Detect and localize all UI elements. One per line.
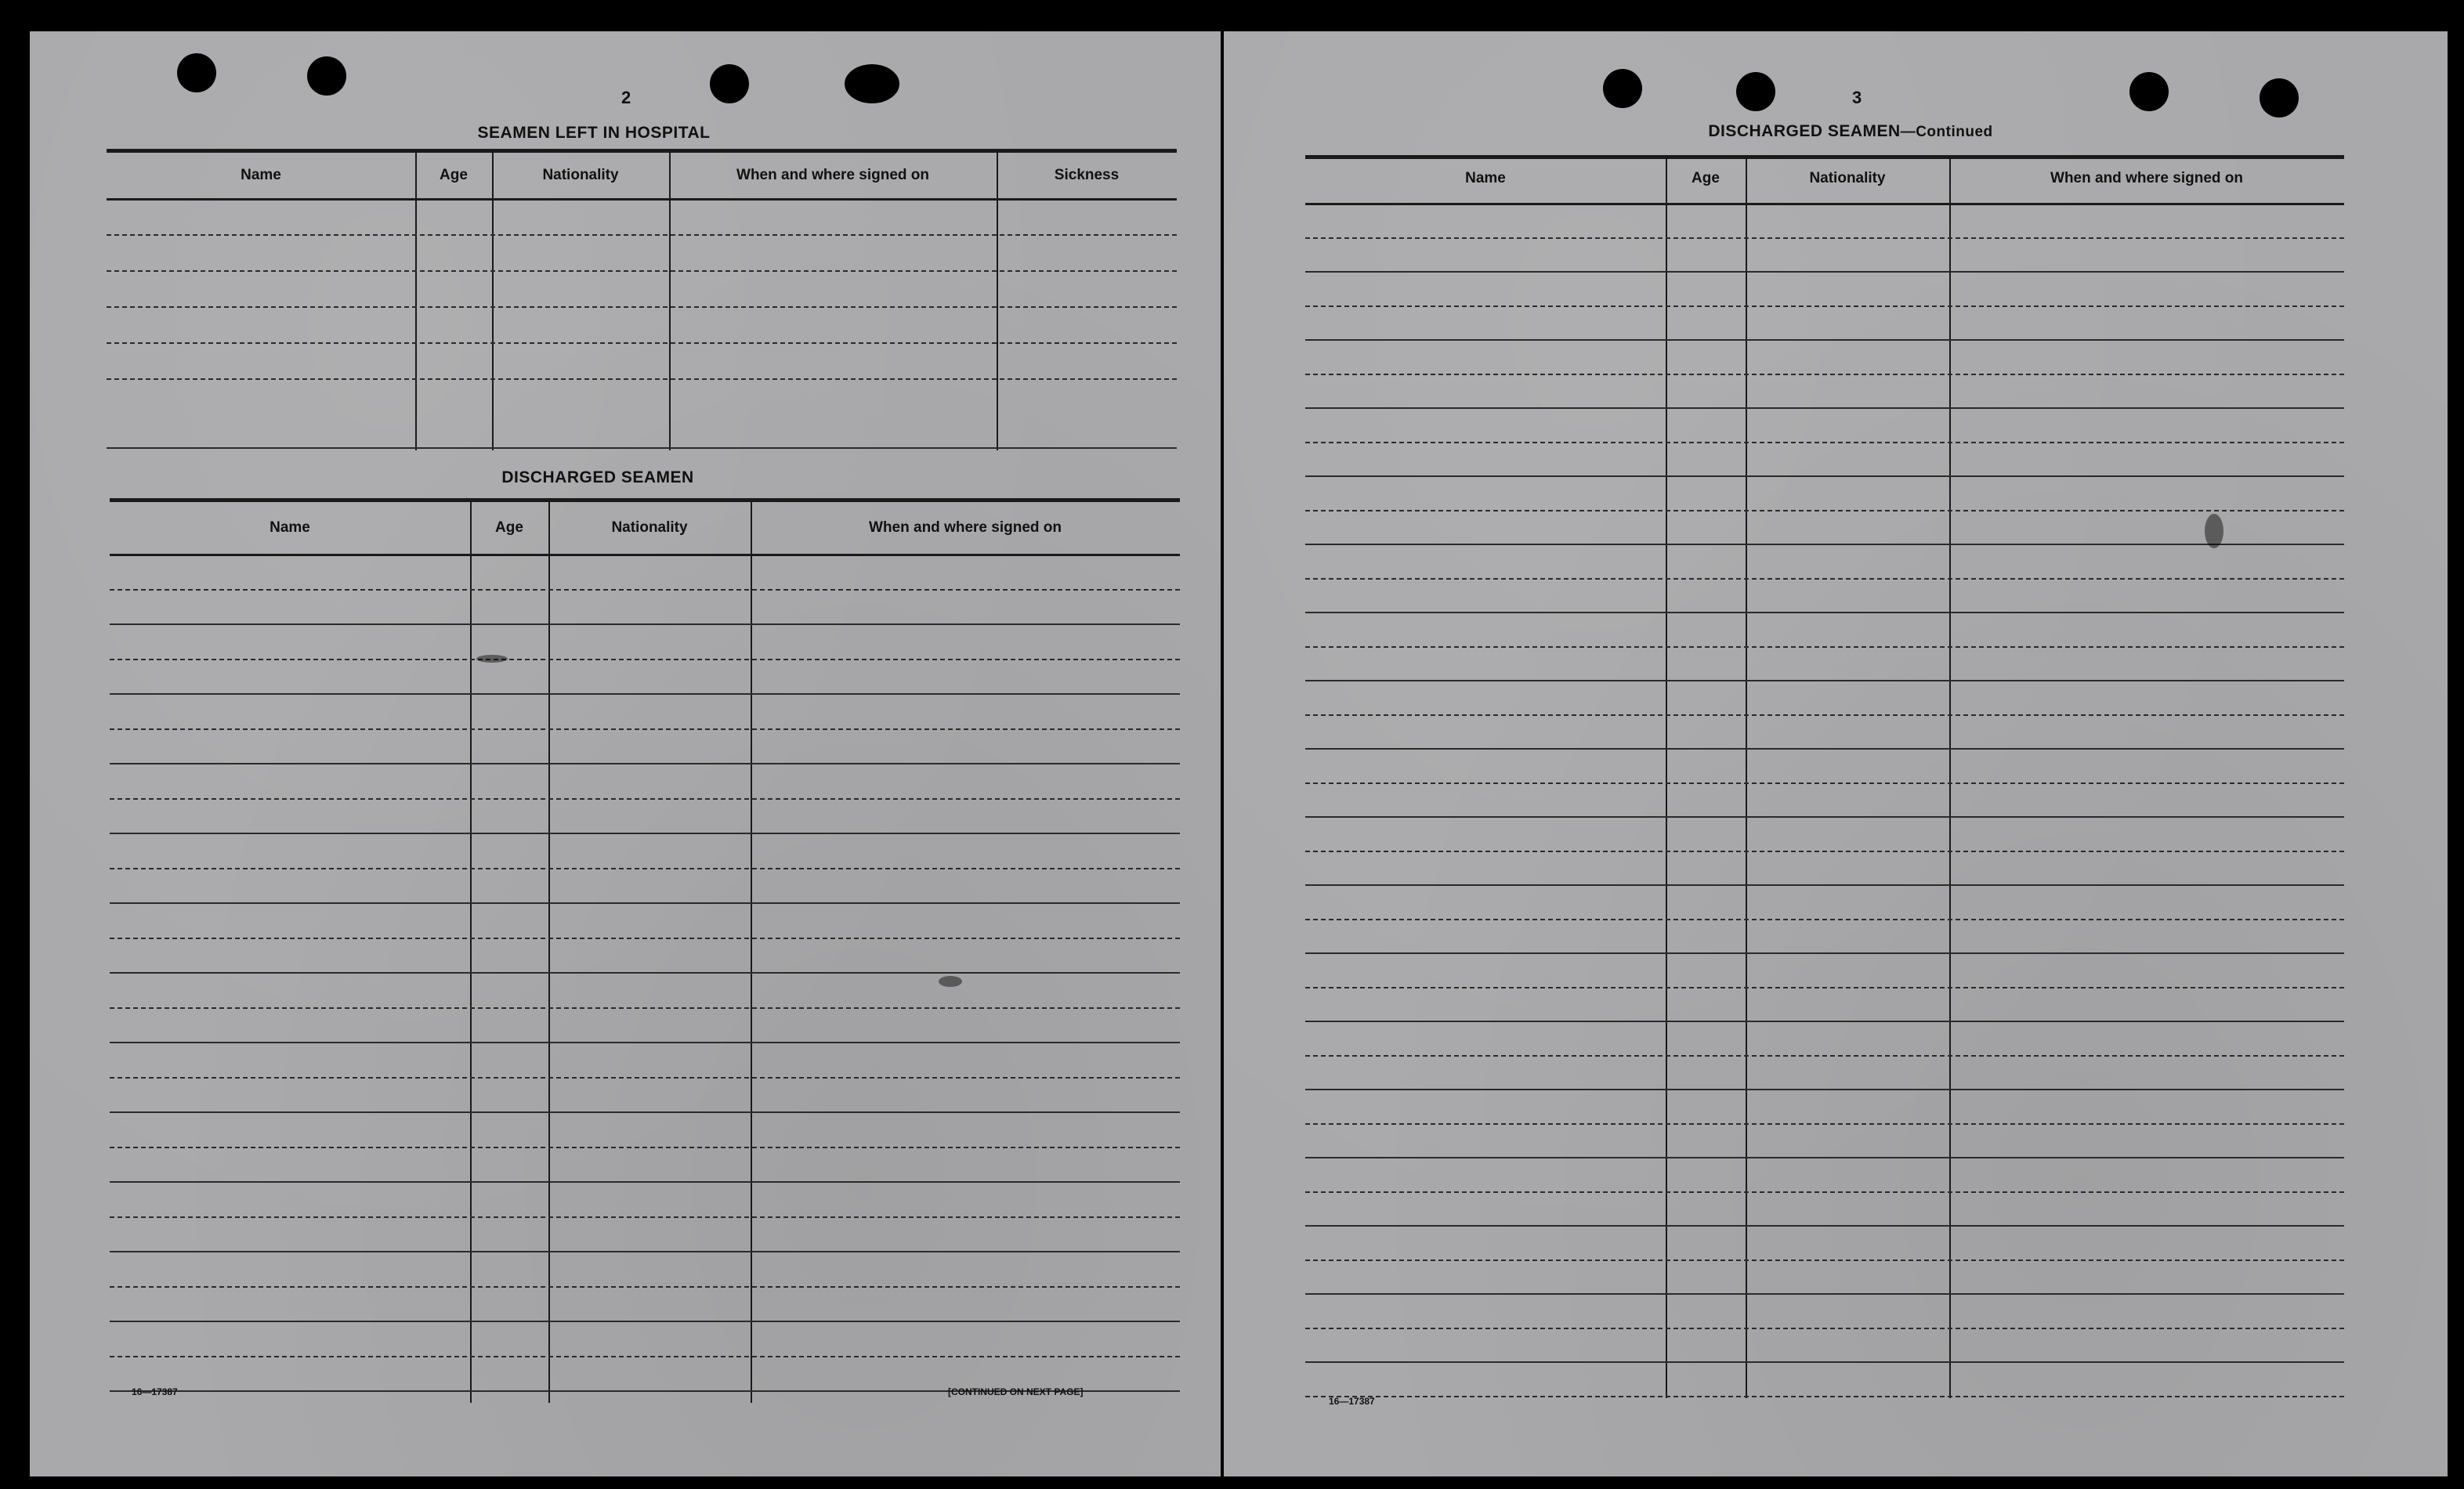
row-rule [110, 623, 1180, 625]
row-rule [110, 972, 1180, 974]
column-header-age: Age [1692, 170, 1720, 186]
row-rule [110, 1111, 1180, 1113]
punch-hole [710, 64, 749, 103]
column-header-nationality: Nationality [1809, 170, 1886, 186]
row-rule [1305, 680, 2344, 681]
column-header-name: Name [1465, 170, 1506, 186]
page-number: 2 [621, 88, 631, 107]
row-rule [1305, 1157, 2344, 1158]
row-rule [110, 1251, 1180, 1252]
page-number: 3 [1852, 88, 1862, 107]
column-header-signed-on: When and where signed on [869, 519, 1062, 536]
row-rule [1305, 1260, 2344, 1261]
row-rule [110, 1321, 1180, 1322]
row-rule [110, 1286, 1180, 1288]
punch-hole [2260, 78, 2299, 117]
row-rule [1305, 884, 2344, 886]
row-rule [1305, 339, 2344, 341]
row-rule [110, 728, 1180, 730]
row-rule [1305, 1021, 2344, 1022]
section-title-discharged: DISCHARGED SEAMEN [501, 468, 694, 486]
row-rule [1305, 407, 2344, 409]
discharged-table [110, 498, 1180, 1403]
row-rule [110, 868, 1180, 869]
left-page [30, 31, 1221, 1476]
punch-hole [177, 53, 216, 92]
row-rule [110, 659, 1180, 660]
discharged-table-continued [1305, 155, 2344, 1398]
row-rule [110, 1042, 1180, 1043]
row-rule [1305, 851, 2344, 852]
row-rule [110, 1216, 1180, 1218]
row-rule [110, 693, 1180, 695]
row-rule [1305, 1055, 2344, 1057]
row-rule [1305, 987, 2344, 988]
row-rule [1305, 510, 2344, 511]
row-rule [1305, 544, 2344, 545]
row-rule [110, 798, 1180, 800]
row-rule [1305, 952, 2344, 954]
form-number: 16—17387 [1329, 1396, 1375, 1407]
row-rule [1305, 305, 2344, 307]
table-header [1305, 159, 2344, 205]
column-header-name: Name [241, 167, 281, 183]
column-header-signed-on: When and where signed on [736, 167, 929, 183]
row-rule [1305, 271, 2344, 273]
row-rule [1305, 475, 2344, 477]
row-rule [1305, 374, 2344, 375]
section-title-hospital: SEAMEN LEFT IN HOSPITAL [477, 124, 711, 142]
row-rule [1305, 816, 2344, 818]
table-header [107, 153, 1177, 201]
punch-hole [1736, 72, 1775, 111]
row-rule [110, 1007, 1180, 1009]
hospital-table [107, 149, 1177, 450]
ink-smudge [939, 976, 962, 987]
ink-smudge [2205, 514, 2223, 548]
row-rule [1305, 1293, 2344, 1295]
row-rule [110, 589, 1180, 591]
row-rule [1305, 646, 2344, 648]
row-rule [1305, 578, 2344, 580]
row-rule [110, 1147, 1180, 1148]
row-rule [1305, 1361, 2344, 1363]
row-rule [1305, 1191, 2344, 1193]
column-header-name: Name [270, 519, 310, 536]
punch-hole [2129, 72, 2169, 111]
column-header-nationality: Nationality [611, 519, 688, 536]
section-title-suffix: —Continued [1900, 124, 1993, 140]
row-rule [1305, 1089, 2344, 1090]
ink-smudge [476, 655, 508, 663]
row-rule [110, 1356, 1180, 1357]
row-rule [1305, 714, 2344, 716]
row-rule [110, 902, 1180, 904]
column-header-nationality: Nationality [542, 167, 619, 183]
column-header-age: Age [440, 167, 468, 183]
row-rule [110, 763, 1180, 764]
column-header-signed-on: When and where signed on [2050, 170, 2243, 186]
row-rule [1305, 1396, 2344, 1397]
row-rule [1305, 748, 2344, 750]
row-rule [1305, 1328, 2344, 1329]
column-header-age: Age [495, 519, 523, 536]
row-rule [1305, 237, 2344, 239]
section-title-discharged-continued [1647, 122, 2054, 141]
column-header-sickness: Sickness [1054, 167, 1120, 183]
row-rule [1305, 1123, 2344, 1125]
row-rule [110, 1181, 1180, 1183]
row-rule [110, 833, 1180, 834]
row-rule [110, 1077, 1180, 1079]
punch-hole [1603, 69, 1642, 108]
punch-hole [307, 56, 346, 96]
row-rule [1305, 1225, 2344, 1227]
row-rule [1305, 919, 2344, 920]
punch-hole [845, 64, 899, 103]
right-page [1224, 31, 2448, 1476]
section-title: DISCHARGED SEAMEN [1708, 122, 1901, 140]
row-rule [1305, 612, 2344, 613]
row-rule [1305, 782, 2344, 784]
table-header [110, 502, 1180, 556]
continued-note: [CONTINUED ON NEXT PAGE] [948, 1386, 1084, 1397]
row-rule [110, 938, 1180, 939]
row-rule [1305, 442, 2344, 443]
form-number: 16—17387 [132, 1386, 178, 1397]
